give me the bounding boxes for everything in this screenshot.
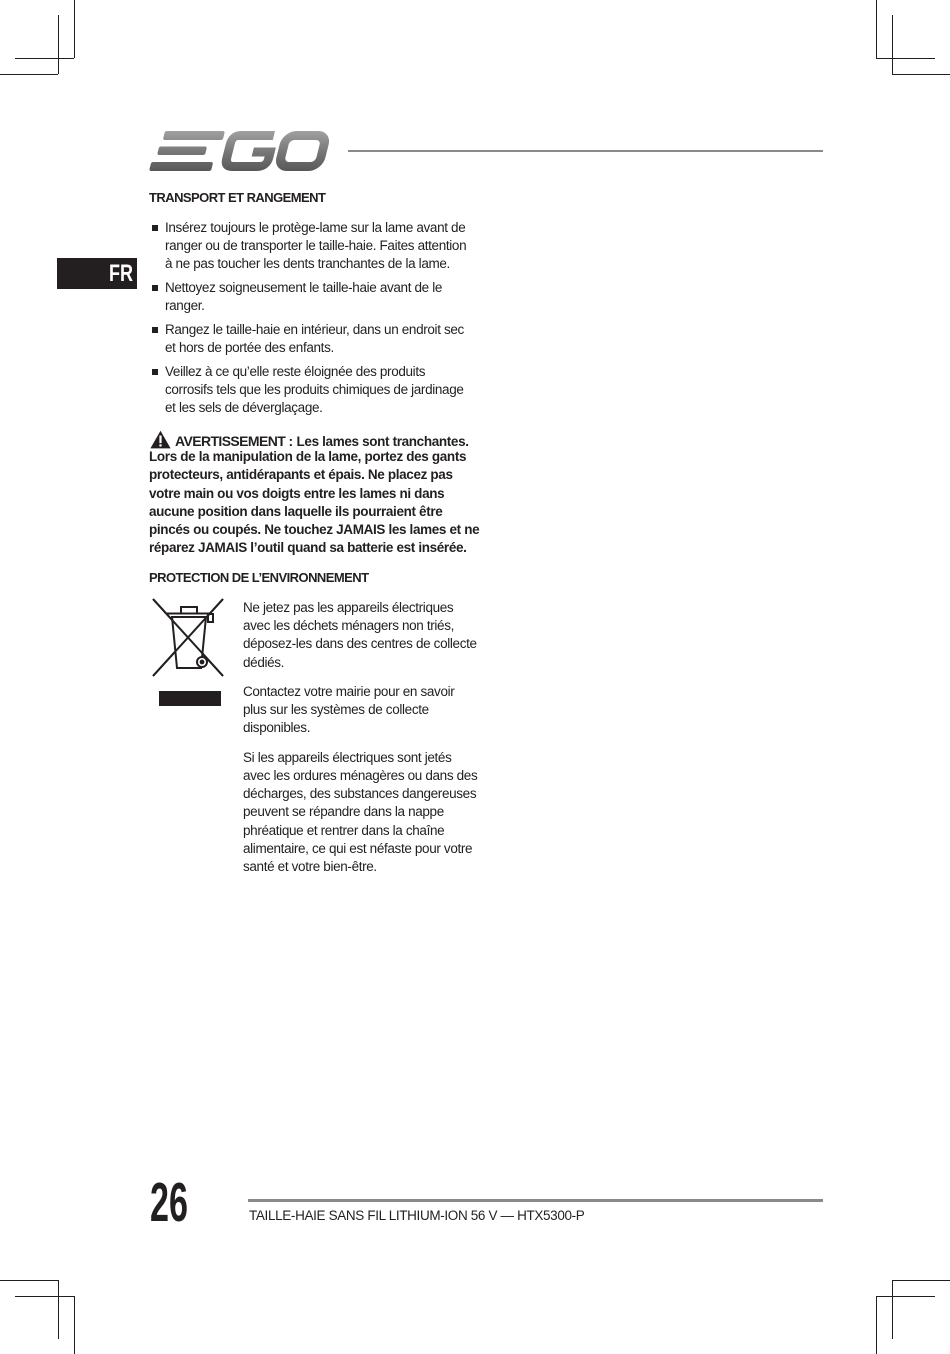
crop-mark [876, 1296, 877, 1354]
bullet-marker [152, 285, 158, 291]
environment-text [243, 599, 477, 888]
bullet-item [165, 363, 466, 418]
bullet-text-line: ranger ou de transporter le taille-haie. Faites attention [165, 238, 467, 254]
environment-paragraph [243, 749, 477, 876]
bullet-text-line: à ne pas toucher les dents tranchantes de la lame. [165, 256, 450, 272]
crop-mark [58, 1280, 59, 1339]
paragraph-line: santé et votre bien-être. [243, 859, 377, 875]
warning-text-line: protecteurs, antidérapants et épais. Ne placez pas [149, 467, 453, 483]
bullet-list [165, 219, 466, 423]
paragraph-line: avec les ordures ménagères ou dans des [243, 768, 478, 784]
bullet-item [165, 321, 466, 357]
bullet-marker [152, 225, 158, 231]
environment-paragraph [243, 599, 477, 672]
bullet-text-line: Nettoyez soigneusement le taille-haie avant de le [165, 280, 443, 296]
warning-triangle-icon [150, 430, 171, 449]
warning-label: AVERTISSEMENT : [175, 433, 293, 449]
bullet-item [165, 279, 466, 315]
warning-text-line: Lors de la manipulation de la lame, portez des gants [149, 449, 467, 465]
ego-logo [148, 130, 334, 172]
section-heading-transport: TRANSPORT ET RANGEMENT [149, 190, 326, 205]
paragraph-line: Si les appareils électriques sont jetés [243, 749, 452, 765]
paragraph-line: Ne jetez pas les appareils électriques [243, 600, 454, 615]
header-rule [348, 150, 823, 152]
warning-text-line: pincés ou coupés. Ne touchez JAMAIS les lames et ne [149, 521, 480, 537]
environment-paragraph [243, 683, 477, 738]
crop-mark [58, 15, 59, 74]
warning-block [149, 430, 479, 557]
bullet-text-line: Insérez toujours le protège-lame sur la lame avant de [165, 220, 466, 235]
paragraph-line: déposez-les dans des centres de collecte [243, 636, 477, 652]
paragraph-line: alimentaire, ce qui est néfaste pour votre [243, 840, 473, 856]
crop-mark [74, 0, 75, 58]
crop-mark [876, 0, 877, 58]
paragraph-line: avec les déchets ménagers non triés, [243, 618, 455, 634]
crop-mark [0, 74, 58, 75]
crop-mark [892, 1280, 950, 1281]
crop-mark [15, 1296, 74, 1297]
crop-mark [0, 1280, 58, 1281]
language-tab-label: FR [109, 260, 133, 287]
crop-mark [876, 1296, 935, 1297]
paragraph-line: décharges, des substances dangereuses [243, 786, 477, 802]
paragraph-line: phréatique et rentrer dans la chaîne [243, 822, 445, 838]
paragraph-line: Contactez votre mairie pour en savoir [243, 684, 455, 700]
paragraph-line: plus sur les systèmes de collecte [243, 702, 429, 718]
bullet-text-line: Rangez le taille-haie en intérieur, dans un endroit sec [165, 322, 464, 338]
bullet-text-line: et les sels de déverglaçage. [165, 400, 323, 416]
paragraph-line: disponibles. [243, 720, 311, 736]
warning-first-line [149, 430, 479, 448]
warning-text-line: votre main ou vos doigts entre les lames ni dans [149, 485, 445, 501]
page-number: 26 [150, 1171, 188, 1233]
crop-mark [15, 58, 74, 59]
crop-mark [876, 58, 935, 59]
footer-title: TAILLE-HAIE SANS FIL LITHIUM-ION 56 V — HTX5300-P [249, 1208, 585, 1223]
section-heading-environment: PROTECTION DE L’ENVIRONNEMENT [149, 570, 369, 585]
bullet-text-line: corrosifs tels que les produits chimiques de jardinage [165, 382, 464, 398]
crop-mark [892, 74, 950, 75]
warning-text-line: Les lames sont tranchantes. [296, 434, 469, 449]
crop-mark [74, 1296, 75, 1354]
bullet-text-line: et hors de portée des enfants. [165, 340, 334, 356]
crossed-out-wheelie-bin-icon [150, 596, 228, 680]
paragraph-line: peuvent se répandre dans la nappe [243, 804, 444, 820]
paragraph-line: dédiés. [243, 654, 285, 670]
bullet-marker [152, 369, 158, 375]
crop-mark [892, 1280, 893, 1339]
bullet-item [165, 219, 466, 274]
footer-rule [248, 1199, 823, 1202]
language-tab [57, 258, 137, 289]
warning-text-line: aucune position dans laquelle ils pourraient être [149, 503, 443, 519]
weee-bar [159, 691, 221, 706]
bullet-text-line: ranger. [165, 298, 205, 314]
crop-mark [892, 15, 893, 74]
warning-text-line: réparez JAMAIS l’outil quand sa batterie est insérée. [149, 540, 467, 556]
bullet-marker [152, 327, 158, 333]
bullet-text-line: Veillez à ce qu’elle reste éloignée des produits [165, 364, 426, 380]
